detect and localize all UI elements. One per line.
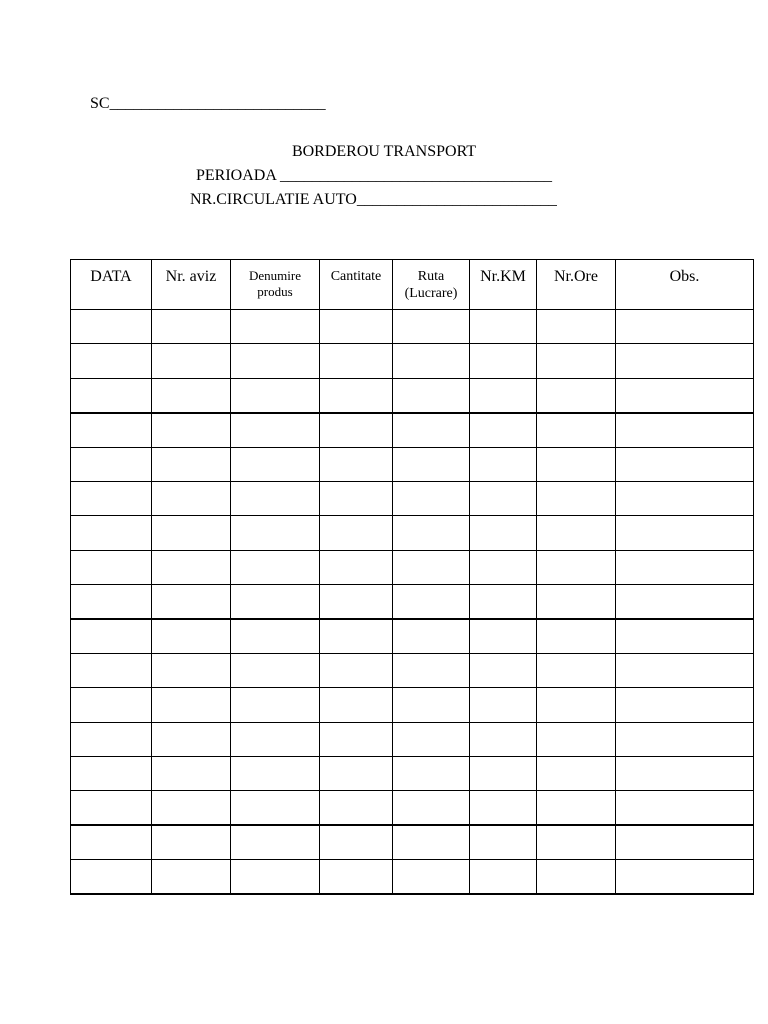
table-cell[interactable] [320,516,393,550]
table-cell[interactable] [393,516,470,550]
table-cell[interactable] [152,550,231,584]
table-cell[interactable] [537,825,616,859]
table-cell[interactable] [537,619,616,653]
table-cell[interactable] [152,757,231,791]
table-cell[interactable] [71,310,152,344]
table-cell[interactable] [537,860,616,894]
table-cell[interactable] [231,757,320,791]
table-cell[interactable] [320,619,393,653]
table-cell[interactable] [470,825,537,859]
table-row [71,860,754,894]
table-cell[interactable] [71,585,152,619]
table-cell[interactable] [470,481,537,515]
table-cell[interactable] [231,825,320,859]
table-cell[interactable] [71,722,152,756]
table-cell[interactable] [71,825,152,859]
table-cell[interactable] [320,791,393,825]
nr-circulatie-auto-field [190,190,557,210]
table-cell[interactable] [393,688,470,722]
document-title: BORDEROU TRANSPORT [291,143,477,160]
table-cell[interactable] [152,310,231,344]
table-cell[interactable] [537,447,616,481]
table-cell[interactable] [393,481,470,515]
table-row [71,825,754,859]
table-cell[interactable] [71,860,152,894]
table-cell[interactable] [470,791,537,825]
table-cell[interactable] [320,825,393,859]
table-cell[interactable] [616,722,754,756]
table-cell[interactable] [470,344,537,378]
table-cell[interactable] [393,757,470,791]
table-cell[interactable] [152,516,231,550]
column-header-data: DATA [71,260,152,310]
table-cell[interactable] [616,516,754,550]
table-cell[interactable] [231,516,320,550]
table-cell[interactable] [71,481,152,515]
table-body [71,310,754,895]
period-label: PERIOADA [196,167,277,184]
column-header-nr-ore: Nr.Ore [537,260,616,310]
table-cell[interactable] [320,688,393,722]
period-field [196,166,552,186]
nr-circulatie-auto-label: NR.CIRCULATIE AUTO [190,191,357,208]
table-cell[interactable] [537,653,616,687]
transport-table [70,259,754,895]
table-row [71,413,754,447]
table-cell[interactable] [152,344,231,378]
table-cell[interactable] [231,585,320,619]
sc-field [90,94,326,114]
table-cell[interactable] [393,860,470,894]
table-cell[interactable] [470,619,537,653]
table-cell[interactable] [320,447,393,481]
table-cell[interactable] [537,722,616,756]
table-cell[interactable] [537,413,616,447]
table-cell[interactable] [320,653,393,687]
table-cell[interactable] [537,378,616,412]
table-cell[interactable] [537,757,616,791]
table-cell[interactable] [152,585,231,619]
table-cell[interactable] [71,378,152,412]
table-row [71,585,754,619]
table-row [71,791,754,825]
table-cell[interactable] [393,585,470,619]
table-cell[interactable] [470,378,537,412]
table-cell[interactable] [470,550,537,584]
column-header-nr-km: Nr.KM [470,260,537,310]
table-cell[interactable] [616,310,754,344]
table-cell[interactable] [616,378,754,412]
table-cell[interactable] [71,653,152,687]
table-cell[interactable] [320,310,393,344]
column-header-nr-aviz: Nr. aviz [152,260,231,310]
table-cell[interactable] [393,413,470,447]
table-row [71,378,754,412]
table-cell[interactable] [537,344,616,378]
table-cell[interactable] [616,619,754,653]
column-header-ruta-lucrare: Ruta (Lucrare) [393,260,470,310]
table-cell[interactable] [231,447,320,481]
table-cell[interactable] [320,860,393,894]
table-cell[interactable] [537,791,616,825]
table-cell[interactable] [616,791,754,825]
table-cell[interactable] [231,378,320,412]
table-cell[interactable] [393,722,470,756]
table-cell[interactable] [320,550,393,584]
table-row [71,757,754,791]
table-row [71,688,754,722]
sc-label: SC [90,95,110,112]
table-cell[interactable] [152,825,231,859]
table-cell[interactable] [393,825,470,859]
table-row [71,516,754,550]
table-cell[interactable] [152,722,231,756]
table-cell[interactable] [71,688,152,722]
table-cell[interactable] [470,688,537,722]
table-cell[interactable] [231,344,320,378]
table-cell[interactable] [470,447,537,481]
table-cell[interactable] [616,344,754,378]
table-cell[interactable] [320,722,393,756]
column-header-obs: Obs. [616,260,754,310]
table-cell[interactable] [231,722,320,756]
table-cell[interactable] [616,825,754,859]
table-cell[interactable] [152,688,231,722]
table-header-row [71,260,754,310]
table-cell[interactable] [470,516,537,550]
table-cell[interactable] [470,757,537,791]
table-row [71,619,754,653]
table-row [71,344,754,378]
table-cell[interactable] [616,757,754,791]
table-cell[interactable] [537,481,616,515]
table-cell[interactable] [152,378,231,412]
table-cell[interactable] [320,378,393,412]
table-cell[interactable] [470,722,537,756]
table-cell[interactable] [71,344,152,378]
table-row [71,481,754,515]
table-cell[interactable] [231,413,320,447]
table-cell[interactable] [152,653,231,687]
table-cell[interactable] [393,310,470,344]
table-cell[interactable] [393,653,470,687]
table-cell[interactable] [616,447,754,481]
table-cell[interactable] [231,550,320,584]
column-header-denumire-produs: Denumire produs [231,260,320,310]
table-cell[interactable] [152,447,231,481]
table-row [71,447,754,481]
table-cell[interactable] [231,481,320,515]
table-row [71,653,754,687]
table-row [71,722,754,756]
table-cell[interactable] [537,516,616,550]
table-cell[interactable] [537,550,616,584]
table-cell[interactable] [537,585,616,619]
table-cell[interactable] [71,516,152,550]
table-cell[interactable] [320,413,393,447]
table-cell[interactable] [393,550,470,584]
table-cell[interactable] [616,860,754,894]
table-cell[interactable] [71,757,152,791]
table-cell[interactable] [231,860,320,894]
table-cell[interactable] [537,310,616,344]
table-cell[interactable] [152,791,231,825]
table-cell[interactable] [320,757,393,791]
table-cell[interactable] [71,447,152,481]
nr-circulatie-auto-blank-line[interactable]: _________________________ [356,191,557,208]
table-cell[interactable] [71,550,152,584]
table-cell[interactable] [393,378,470,412]
table-cell[interactable] [393,791,470,825]
table-cell[interactable] [393,344,470,378]
table-cell[interactable] [231,310,320,344]
table-cell[interactable] [231,791,320,825]
table-cell[interactable] [616,585,754,619]
table-cell[interactable] [470,653,537,687]
table-cell[interactable] [152,619,231,653]
table-cell[interactable] [393,447,470,481]
table-cell[interactable] [616,413,754,447]
table-row [71,310,754,344]
column-header-cantitate: Cantitate [320,260,393,310]
table-cell[interactable] [152,860,231,894]
table-cell[interactable] [470,860,537,894]
table-cell[interactable] [320,481,393,515]
table-cell[interactable] [231,688,320,722]
table-cell[interactable] [616,653,754,687]
period-blank-line[interactable]: __________________________________ [280,167,553,184]
table-cell[interactable] [152,481,231,515]
sc-blank-line[interactable]: ___________________________ [109,95,326,112]
table-cell[interactable] [152,413,231,447]
table-cell[interactable] [71,791,152,825]
table-cell[interactable] [71,619,152,653]
table-row [71,550,754,584]
table-cell[interactable] [393,619,470,653]
table-cell[interactable] [320,344,393,378]
table-cell[interactable] [616,550,754,584]
table-cell[interactable] [470,310,537,344]
table-cell[interactable] [537,688,616,722]
table-cell[interactable] [320,585,393,619]
table-cell[interactable] [470,413,537,447]
table-cell[interactable] [470,585,537,619]
table-cell[interactable] [616,481,754,515]
table-cell[interactable] [231,619,320,653]
table-cell[interactable] [71,413,152,447]
table-cell[interactable] [231,653,320,687]
table-cell[interactable] [616,688,754,722]
